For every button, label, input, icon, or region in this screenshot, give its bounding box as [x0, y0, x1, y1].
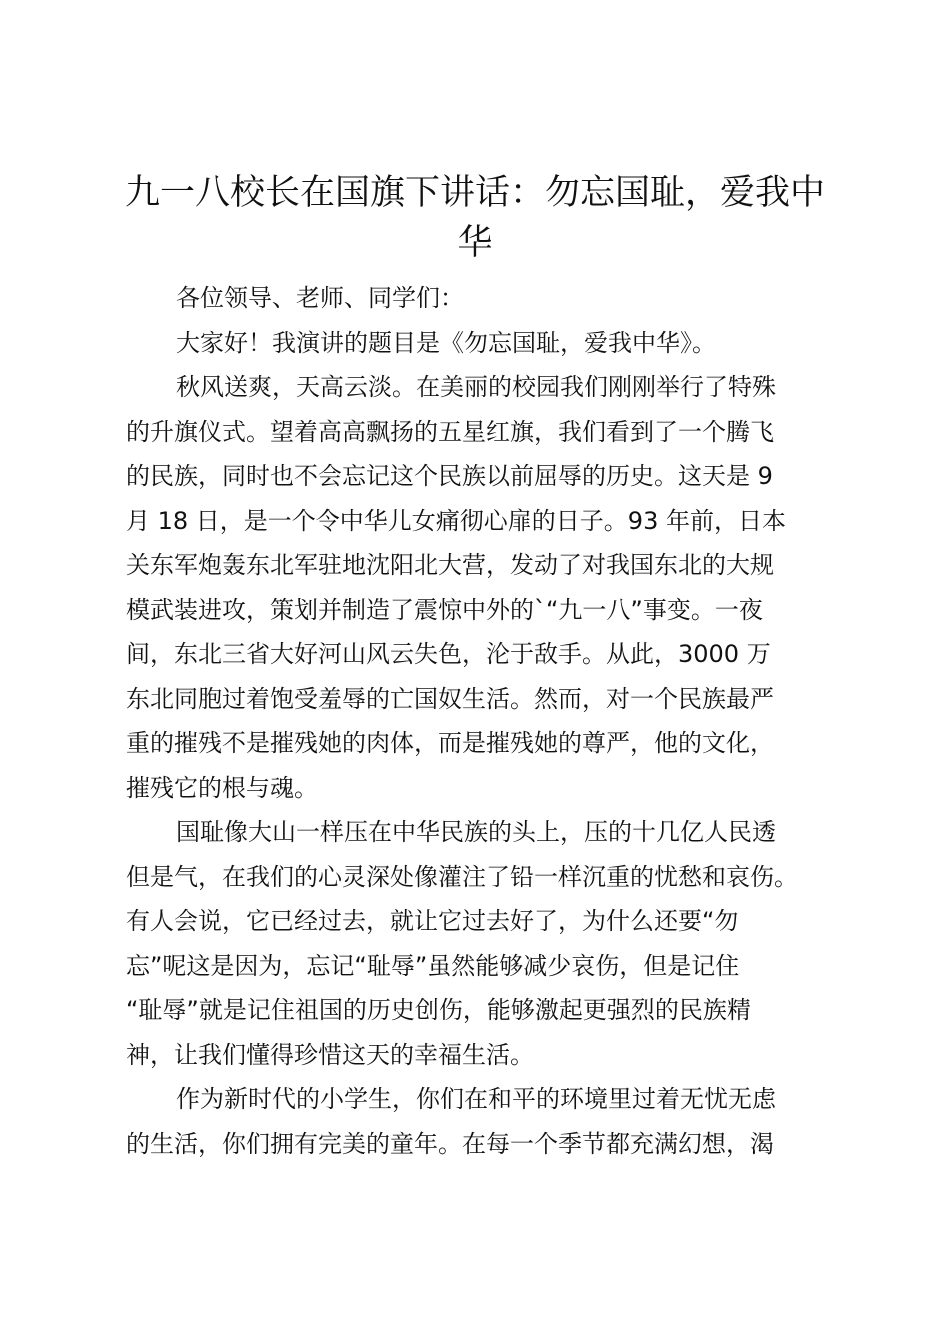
body-paragraph-1: [126, 365, 832, 810]
paragraph-line: 重的摧残不是摧残她的肉体，而是摧残她的尊严，他的文化，: [126, 729, 774, 757]
paragraph-line: 东北同胞过着饱受羞辱的亡国奴生活。然而，对一个民族最严: [126, 684, 774, 713]
paragraph-line: 的民族，同时也不会忘记这个民族以前屈辱的历史。这天是 9: [126, 462, 773, 490]
paragraph-line: 月 18 日，是一个令中华儿女痛彻心扉的日子。93 年前，日本: [126, 506, 786, 535]
paragraph-line: 模武装进攻，策划并制造了震惊中外的`“九一八”事变。一夜: [126, 595, 763, 624]
page-title: [120, 168, 830, 268]
paragraph-line: 国耻像大山一样压在中华民族的头上，压的十几亿人民透: [176, 818, 776, 846]
paragraph-line: 有人会说，它已经过去，就让它过去好了，为什么还要“勿: [126, 907, 739, 935]
greeting-paragraph: [126, 276, 832, 321]
document-body: [126, 276, 832, 1166]
paragraph-line: 作为新时代的小学生，你们在和平的环境里过着无忧无虑: [176, 1085, 776, 1113]
body-paragraph-2: [126, 810, 832, 1077]
intro-paragraph: [126, 321, 832, 366]
paragraph-line: 间，东北三省大好河山风云失色，沦于敌手。从此，3000 万: [126, 640, 771, 668]
paragraph-line: 的升旗仪式。望着高高飘扬的五星红旗，我们看到了一个腾飞: [126, 417, 774, 446]
title-line-1: 九一八校长在国旗下讲话：勿忘国耻，爱我中: [124, 173, 825, 213]
greeting-text: 各位领导、老师、同学们：: [176, 284, 464, 312]
paragraph-line: 但是气，在我们的心灵深处像灌注了铅一样沉重的忧愁和哀伤。: [126, 862, 798, 891]
paragraph-line: 的生活，你们拥有完美的童年。在每一个季节都充满幻想，渴: [126, 1129, 774, 1158]
body-paragraph-3: [126, 1077, 832, 1166]
paragraph-line: 摧残它的根与魂。: [126, 773, 318, 802]
paragraph-line: 关东军炮轰东北军驻地沈阳北大营，发动了对我国东北的大规: [126, 551, 774, 579]
intro-text: 大家好！我演讲的题目是《勿忘国耻，爱我中华》。: [176, 328, 716, 357]
paragraph-line: 秋风送爽，天高云淡。在美丽的校园我们刚刚举行了特殊: [176, 373, 776, 401]
paragraph-line: “耻辱”就是记住祖国的历史创伤，能够激起更强烈的民族精: [126, 996, 751, 1024]
paragraph-line: 忘”呢这是因为，忘记“耻辱”虽然能够减少哀伤，但是记住: [126, 951, 740, 980]
title-line-2: 华: [457, 223, 493, 263]
paragraph-line: 神，让我们懂得珍惜这天的幸福生活。: [126, 1040, 534, 1069]
